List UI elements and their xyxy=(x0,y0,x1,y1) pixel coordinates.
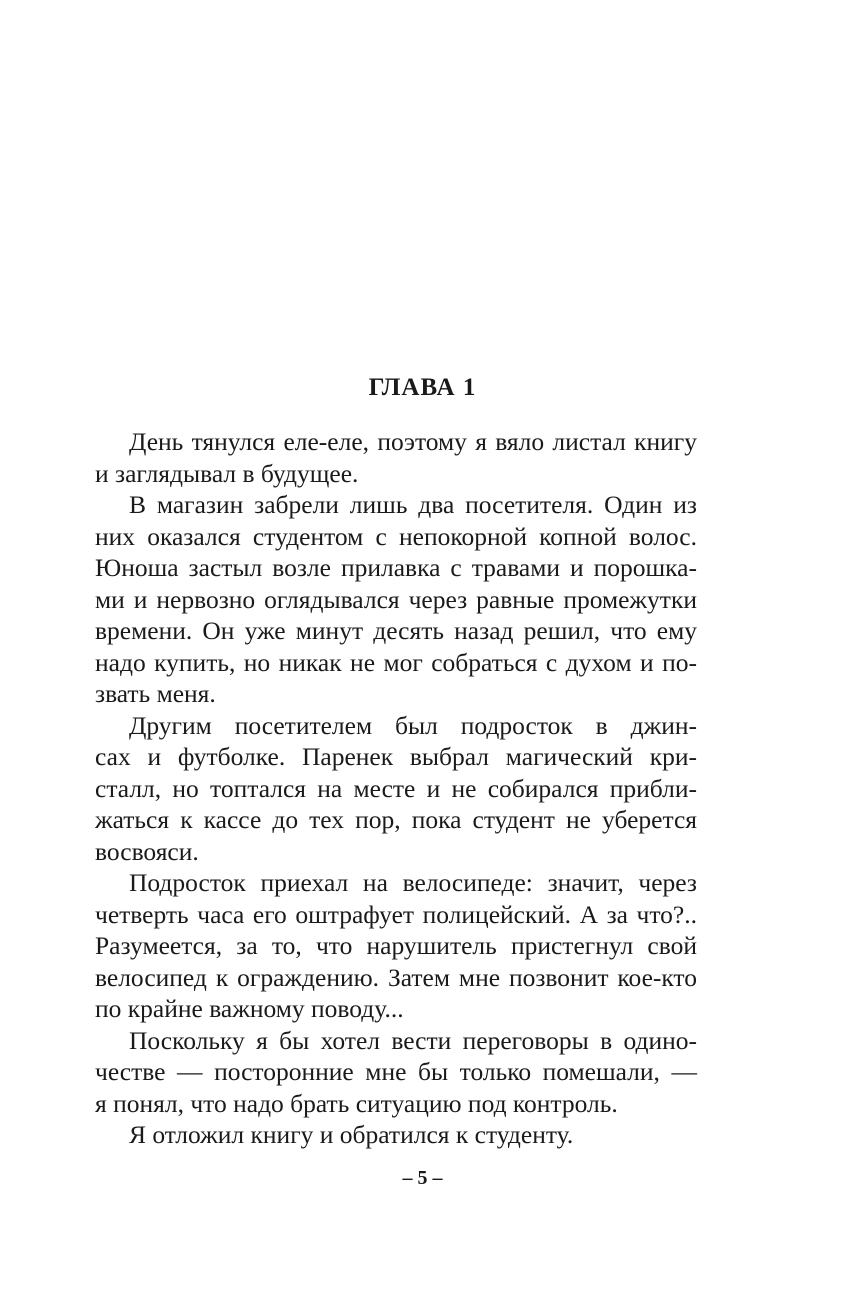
chapter-text xyxy=(95,426,697,1151)
page-number: – 5 – xyxy=(402,1167,443,1189)
text-line: восвояси. xyxy=(95,836,199,866)
text-line: жаться к кассе до тех пор, пока студент не уберется xyxy=(95,805,697,834)
paragraph-3 xyxy=(95,710,697,868)
paragraph-1 xyxy=(95,426,697,489)
text-line: велосипед к ограждению. Затем мне позвонит кое-кто xyxy=(95,962,697,992)
text-line: по крайне важному поводу... xyxy=(95,994,404,1023)
text-line: В магазин забрели лишь два посетителя. Один из xyxy=(129,490,697,519)
text-line: сах и футболке. Паренек выбрал магический кри- xyxy=(95,742,697,771)
text-line: и заглядывал в будущее. xyxy=(95,458,359,488)
text-line: сталл, но топтался на месте и не собирался прибли- xyxy=(95,773,697,803)
text-line: я понял, что надо брать ситуацию под контроль. xyxy=(95,1088,618,1118)
paragraph-6 xyxy=(95,1119,697,1151)
text-line: надо купить, но никак не мог собраться с духом и по- xyxy=(95,647,697,677)
text-line: Юноша застыл возле прилавка с травами и порошка- xyxy=(95,553,697,582)
text-line: ми и нервозно оглядывался через равные промежутки xyxy=(95,584,697,614)
text-line: них оказался студентом с непокорной копной волос. xyxy=(95,521,697,551)
text-line: День тянулся еле-еле, поэтому я вяло листал книгу xyxy=(129,427,697,456)
paragraph-2 xyxy=(95,489,697,710)
text-line: Подросток приехал на велосипеде: значит, через xyxy=(129,868,697,897)
text-line: Разумеется, за то, что нарушитель пристегнул свой xyxy=(95,931,697,960)
paragraph-5 xyxy=(95,1025,697,1120)
text-line: Я отложил книгу и обратился к студенту. xyxy=(129,1120,574,1149)
text-line: честве — посторонние мне бы только помешали, — xyxy=(95,1057,697,1086)
text-line: Другим посетителем был подросток в джин- xyxy=(129,710,697,740)
paragraph-4 xyxy=(95,867,697,1025)
chapter-title: ГЛАВА 1 xyxy=(368,374,477,401)
text-line: времени. Он уже минут десять назад решил, что ему xyxy=(95,616,697,645)
text-line: звать меня. xyxy=(95,679,216,708)
text-line: Поскольку я бы хотел вести переговоры в одино- xyxy=(129,1025,697,1055)
text-line: четверть часа его оштрафует полицейский. А за что?.. xyxy=(95,899,697,929)
